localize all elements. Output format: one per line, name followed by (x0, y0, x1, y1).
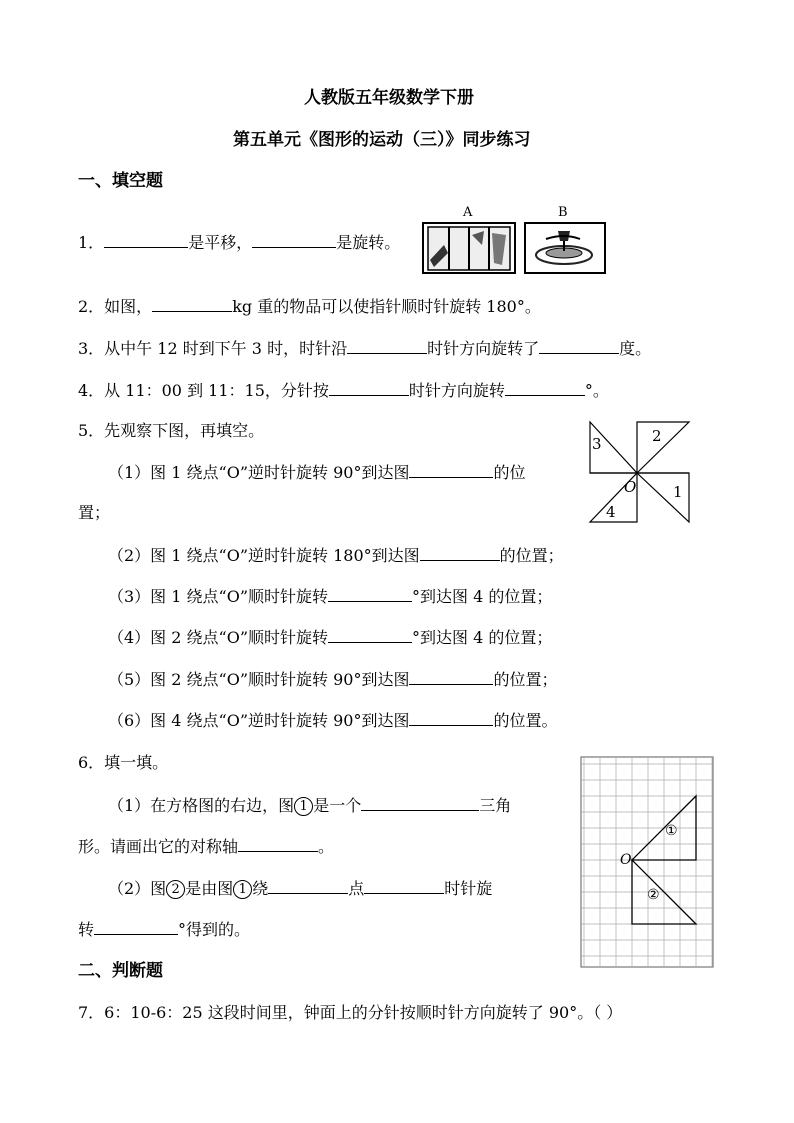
q6-part-1-continued (78, 836, 334, 857)
q5-p2-blank[interactable] (420, 545, 500, 561)
q1-figure-a (422, 205, 516, 275)
q6-p2-text-c: 绕 (252, 879, 269, 898)
q5-p1-blank[interactable] (409, 462, 493, 478)
q5-pinwheel-figure (586, 418, 696, 524)
pinwheel-label-1: 1 (673, 483, 683, 501)
section-heading-fill-blank: 一、填空题 (78, 171, 163, 191)
q4-blank-2[interactable] (505, 380, 585, 396)
section-heading-true-false: 二、判断题 (78, 961, 163, 981)
q6-part-2-continued (78, 919, 250, 940)
q4-text-3: °。 (584, 381, 609, 400)
q5-part-1-continued: 置； (78, 503, 111, 522)
question-4 (78, 380, 609, 401)
q3-text-2: 时针方向旋转了 (427, 339, 540, 358)
q5-p2-text-b: 的位置； (499, 546, 564, 565)
q6-p2-blank-direction[interactable] (364, 878, 444, 894)
pinwheel-label-3: 3 (592, 435, 602, 453)
q5-p4-text-a: （4）图 2 绕点“O”顺时针旋转 (108, 628, 329, 647)
q3-blank-1[interactable] (347, 338, 427, 354)
figure-1-circled-number: 1 (294, 797, 313, 816)
figure-1-circled-number-2: 1 (233, 880, 252, 899)
question-1 (78, 232, 400, 253)
q5-part-3 (108, 586, 552, 607)
q4-text-2: 时针方向旋转 (408, 381, 505, 400)
q5-p2-text-a: （2）图 1 绕点“O”逆时针旋转 180°到达图 (108, 546, 420, 565)
q6-p1-text-e: 。 (318, 837, 335, 856)
q5-p5-text-a: （5）图 2 绕点“O”顺时针旋转 90°到达图 (108, 670, 410, 689)
q5-p5-blank[interactable] (409, 669, 493, 685)
q2-blank[interactable] (152, 296, 232, 312)
q5-p6-text-a: （6）图 4 绕点“O”逆时针旋转 90°到达图 (108, 711, 410, 730)
grid-triangle-1-label: ① (665, 823, 678, 839)
q4-blank-1[interactable] (329, 380, 409, 396)
pinwheel-label-4: 4 (606, 503, 616, 521)
q2-text-2: kg 重的物品可以使指针顺时针旋转 180°。 (232, 297, 541, 316)
q6-p1-blank-axis[interactable] (238, 836, 318, 852)
q6-p2-blank-degrees[interactable] (94, 919, 178, 935)
q6-p1-text-d: 形。请画出它的对称轴 (78, 837, 239, 856)
q6-p1-text-b: 是一个 (313, 796, 362, 815)
page-subtitle: 第五单元《图形的运动（三）》同步练习 (233, 130, 531, 150)
q5-part-1 (108, 462, 525, 483)
q1-blank-2[interactable] (252, 232, 336, 248)
q1-blank-1[interactable] (104, 232, 188, 248)
q1-number: 1． (78, 233, 105, 252)
question-7: 7．6：10-6：25 这段时间里，钟面上的分针按顺时针方向旋转了 90°。（ ） (78, 1003, 623, 1022)
q3-text-3: 度。 (619, 339, 652, 358)
q5-p1-text-a: （1）图 1 绕点“O”逆时针旋转 90°到达图 (108, 463, 410, 482)
q5-p6-text-b: 的位置。 (493, 711, 558, 730)
q6-p1-blank-triangle-type[interactable] (361, 795, 479, 811)
figure-2-circled-number: 2 (166, 880, 185, 899)
q6-p2-blank-point[interactable] (268, 878, 348, 894)
q1-figure-b (524, 205, 606, 275)
q1-text-2: 是旋转。 (336, 233, 401, 252)
question-3 (78, 338, 651, 359)
question-5-stem: 5．先观察下图，再填空。 (78, 421, 265, 440)
q6-p1-text-a: （1）在方格图的右边，图 (108, 796, 295, 815)
q5-p3-text-a: （3）图 1 绕点“O”顺时针旋转 (108, 587, 329, 606)
q5-part-2 (108, 545, 564, 566)
question-6-stem: 6．填一填。 (78, 753, 169, 772)
q3-text-1: 3．从中午 12 时到下午 3 时，时针沿 (78, 339, 348, 358)
q6-p2-text-g: °得到的。 (178, 920, 251, 939)
page-title: 人教版五年级数学下册 (304, 88, 474, 108)
q6-p2-text-f: 转 (78, 920, 95, 939)
q5-part-6 (108, 710, 557, 731)
grid-point-o-label: O (620, 852, 632, 868)
q6-part-2 (108, 878, 492, 899)
q6-p2-text-b: 是由图 (185, 879, 234, 898)
q5-p3-blank[interactable] (328, 586, 412, 602)
q6-p2-text-d: 点 (348, 879, 365, 898)
pinwheel-diagram (586, 418, 696, 524)
q6-grid-figure (580, 756, 714, 968)
q1-figure-a-label: A (463, 205, 473, 220)
q5-p5-text-b: 的位置； (493, 670, 558, 689)
q6-p2-text-a: （2）图 (108, 879, 167, 898)
q5-p4-text-b: °到达图 4 的位置； (412, 628, 553, 647)
pinwheel-label-2: 2 (652, 427, 662, 445)
q4-text-1: 4．从 11：00 到 11：15，分针按 (78, 381, 329, 400)
square-grid-diagram (580, 756, 714, 968)
grid-triangle-2-label: ② (647, 887, 660, 903)
pinwheel-center-o: O (624, 478, 637, 496)
q6-part-1 (108, 795, 511, 816)
q3-blank-2[interactable] (539, 338, 619, 354)
q5-p1-text-b: 的位 (493, 463, 526, 482)
question-2 (78, 296, 541, 317)
q5-part-5 (108, 669, 557, 690)
q5-part-4 (108, 627, 552, 648)
q2-text-1: 2．如图， (78, 297, 153, 316)
q5-p6-blank[interactable] (409, 710, 493, 726)
q1-figure-b-label: B (558, 205, 568, 220)
q1-text-1: 是平移， (188, 233, 253, 252)
q5-p4-blank[interactable] (328, 627, 412, 643)
q5-p3-text-b: °到达图 4 的位置； (412, 587, 553, 606)
q6-p2-text-e: 时针旋 (444, 879, 493, 898)
q6-p1-text-c: 三角 (479, 796, 512, 815)
